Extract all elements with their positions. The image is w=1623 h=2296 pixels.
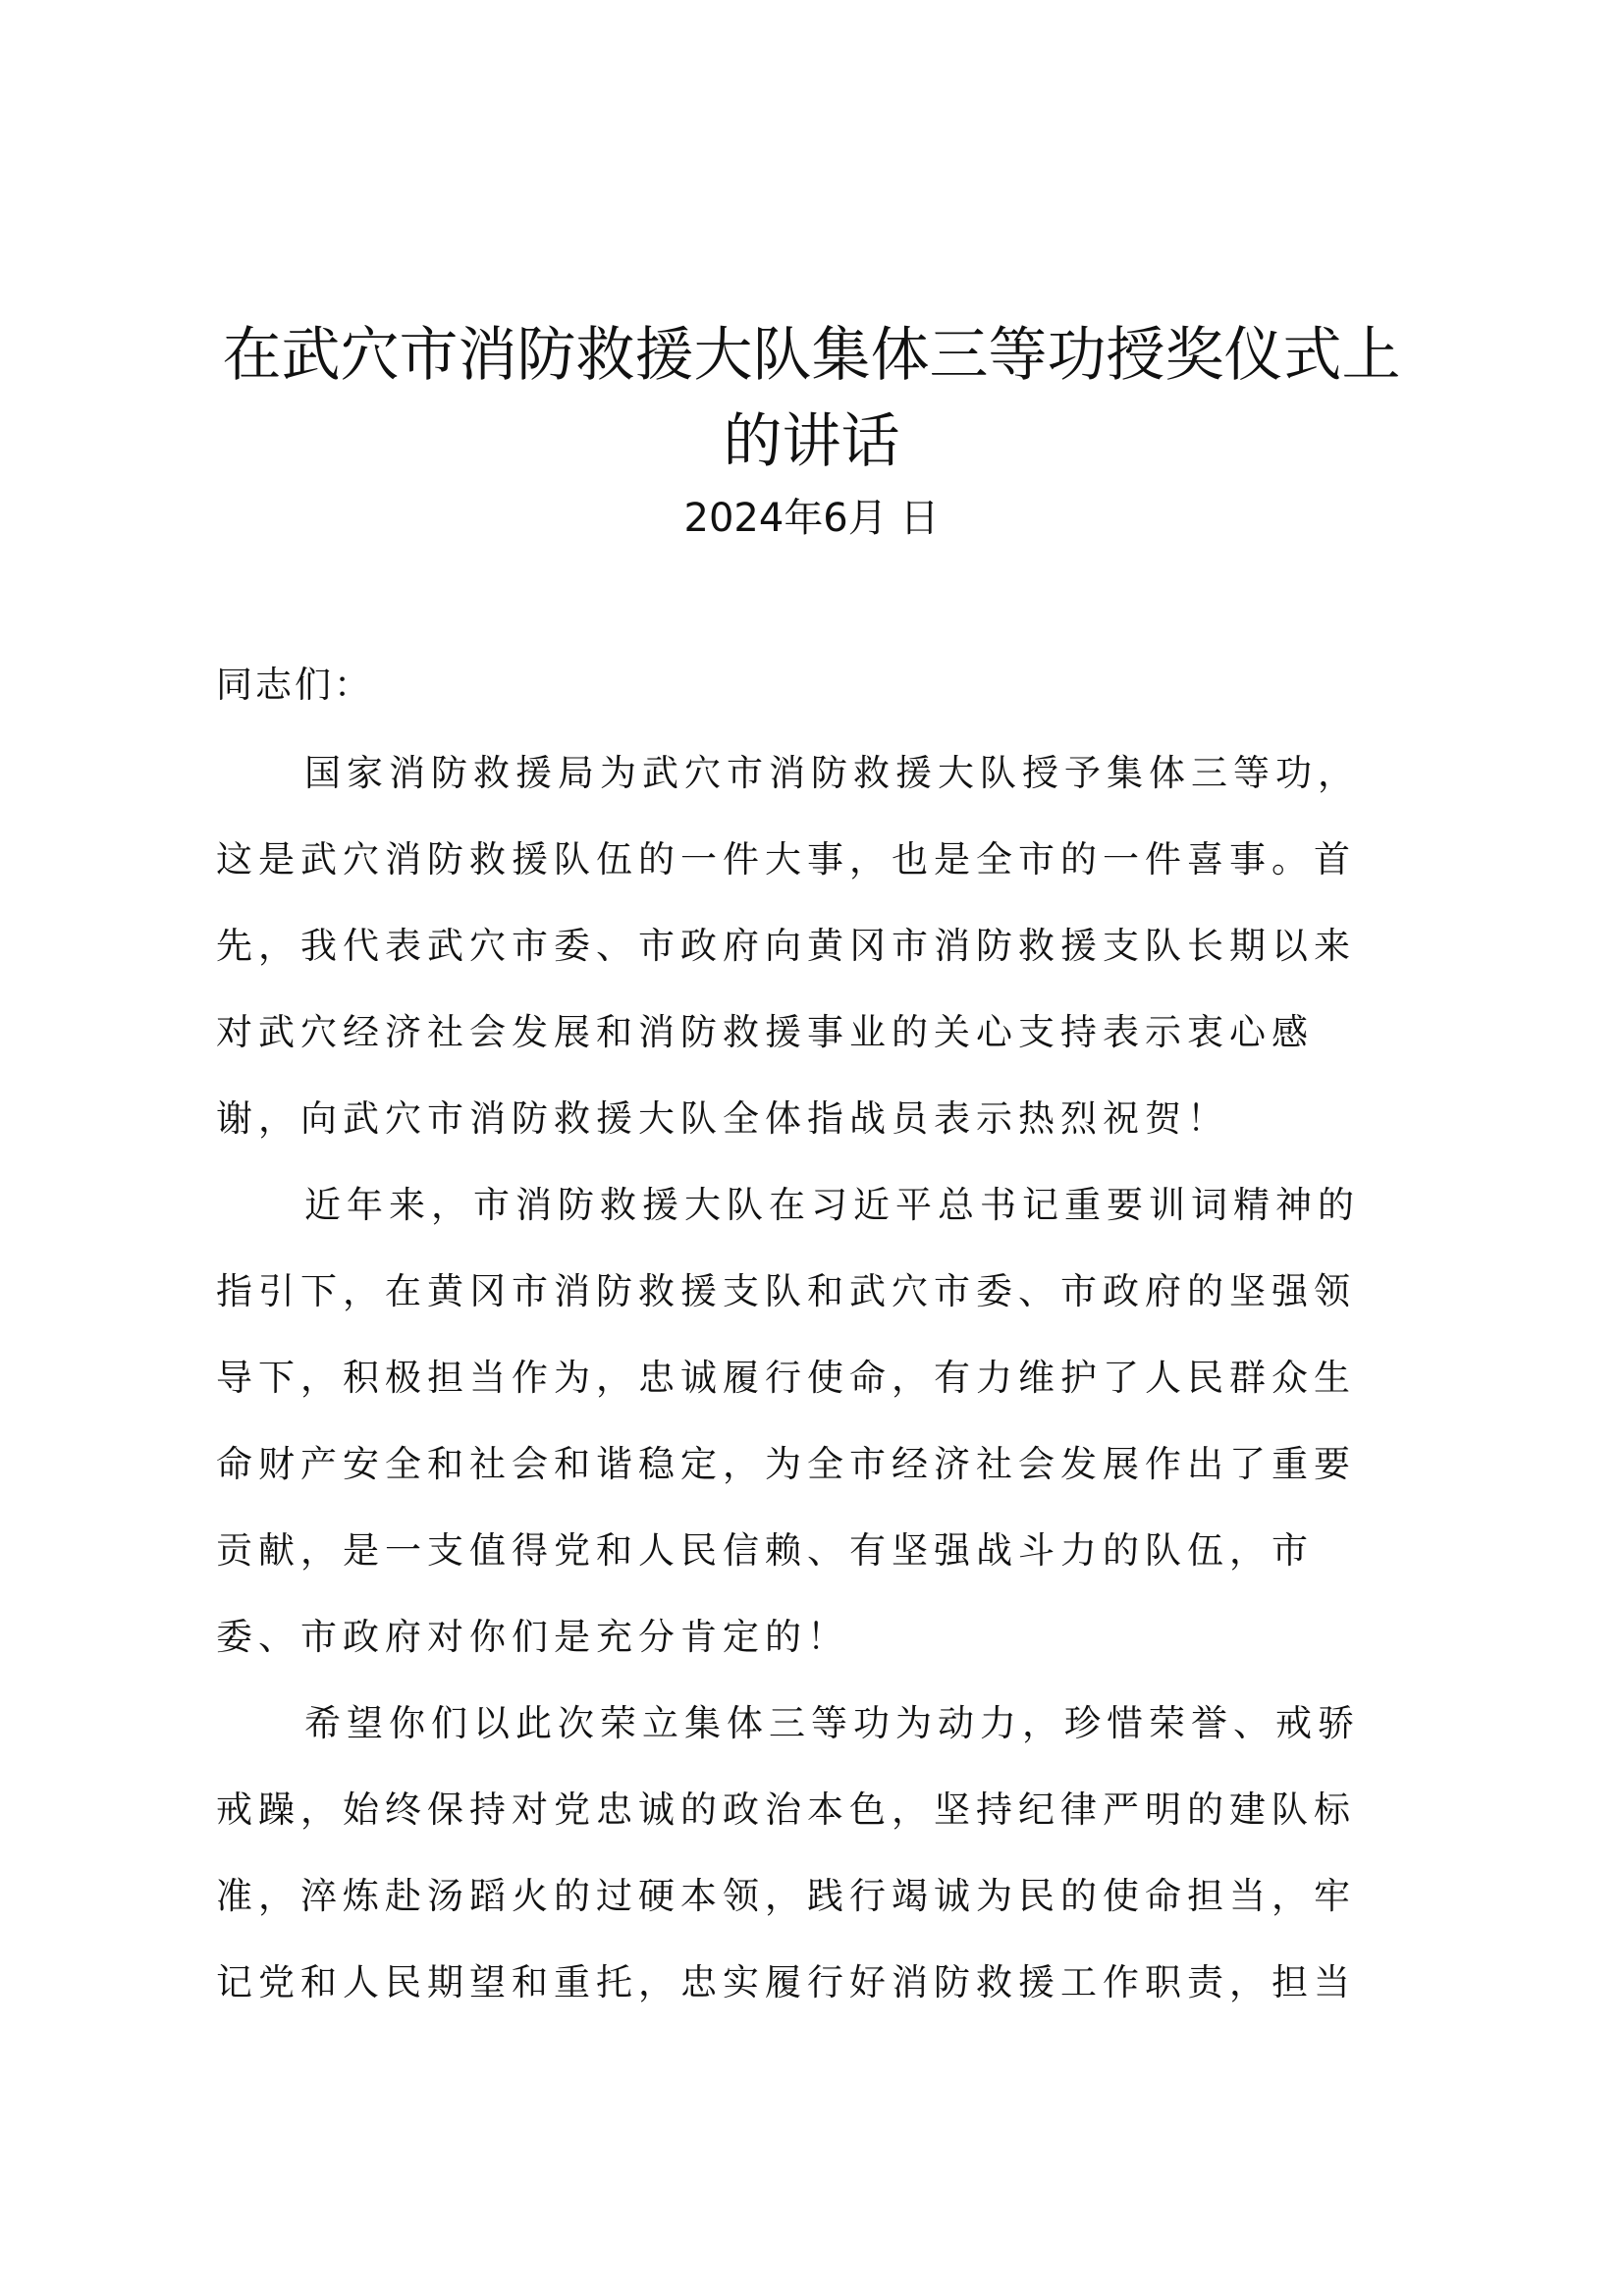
paragraph-1-line: 这是武穴消防救援队伍的一件大事，也是全市的一件喜事。首 [216,838,1356,881]
paragraph-2-line: 委、市政府对你们是充分肯定的！ [216,1616,849,1658]
paragraph-3-line: 戒躁，始终保持对党忠诚的政治本色，坚持纪律严明的建队标 [216,1789,1356,1831]
document-date: 2024年6月 日 [683,496,940,541]
paragraph-2-line: 导下，积极担当作为，忠诚履行使命，有力维护了人民群众生 [216,1357,1356,1399]
paragraph-2-line: 命财产安全和社会和谐稳定，为全市经济社会发展作出了重要 [216,1443,1356,1485]
paragraph-1-line: 先，我代表武穴市委、市政府向黄冈市消防救援支队长期以来 [216,925,1356,967]
paragraph-2-line: 指引下，在黄冈市消防救援支队和武穴市委、市政府的坚强领 [216,1270,1356,1312]
greeting: 同志们： [216,664,373,706]
paragraph-1-line: 对武穴经济社会发展和消防救援事业的关心支持表示衷心感 [216,1011,1314,1053]
paragraph-2-line: 近年来，市消防救援大队在习近平总书记重要训词精神的 [304,1184,1360,1226]
paragraph-1-line: 国家消防救援局为武穴市消防救援大队授予集体三等功， [304,752,1360,794]
document-title-line-1: 在武穴市消防救援大队集体三等功授奖仪式上 [222,321,1401,390]
paragraph-3-line: 希望你们以此次荣立集体三等功为动力，珍惜荣誉、戒骄 [304,1702,1360,1744]
paragraph-1-line: 谢，向武穴市消防救援大队全体指战员表示热烈祝贺！ [216,1097,1229,1140]
paragraph-3-line: 准，淬炼赴汤蹈火的过硬本领，践行竭诚为民的使命担当，牢 [216,1875,1356,1917]
paragraph-2-line: 贡献，是一支值得党和人民信赖、有坚强战斗力的队伍，市 [216,1529,1314,1572]
document-title-line-2: 的讲话 [723,407,900,476]
paragraph-3-line: 记党和人民期望和重托，忠实履行好消防救援工作职责，担当 [216,1961,1356,2003]
